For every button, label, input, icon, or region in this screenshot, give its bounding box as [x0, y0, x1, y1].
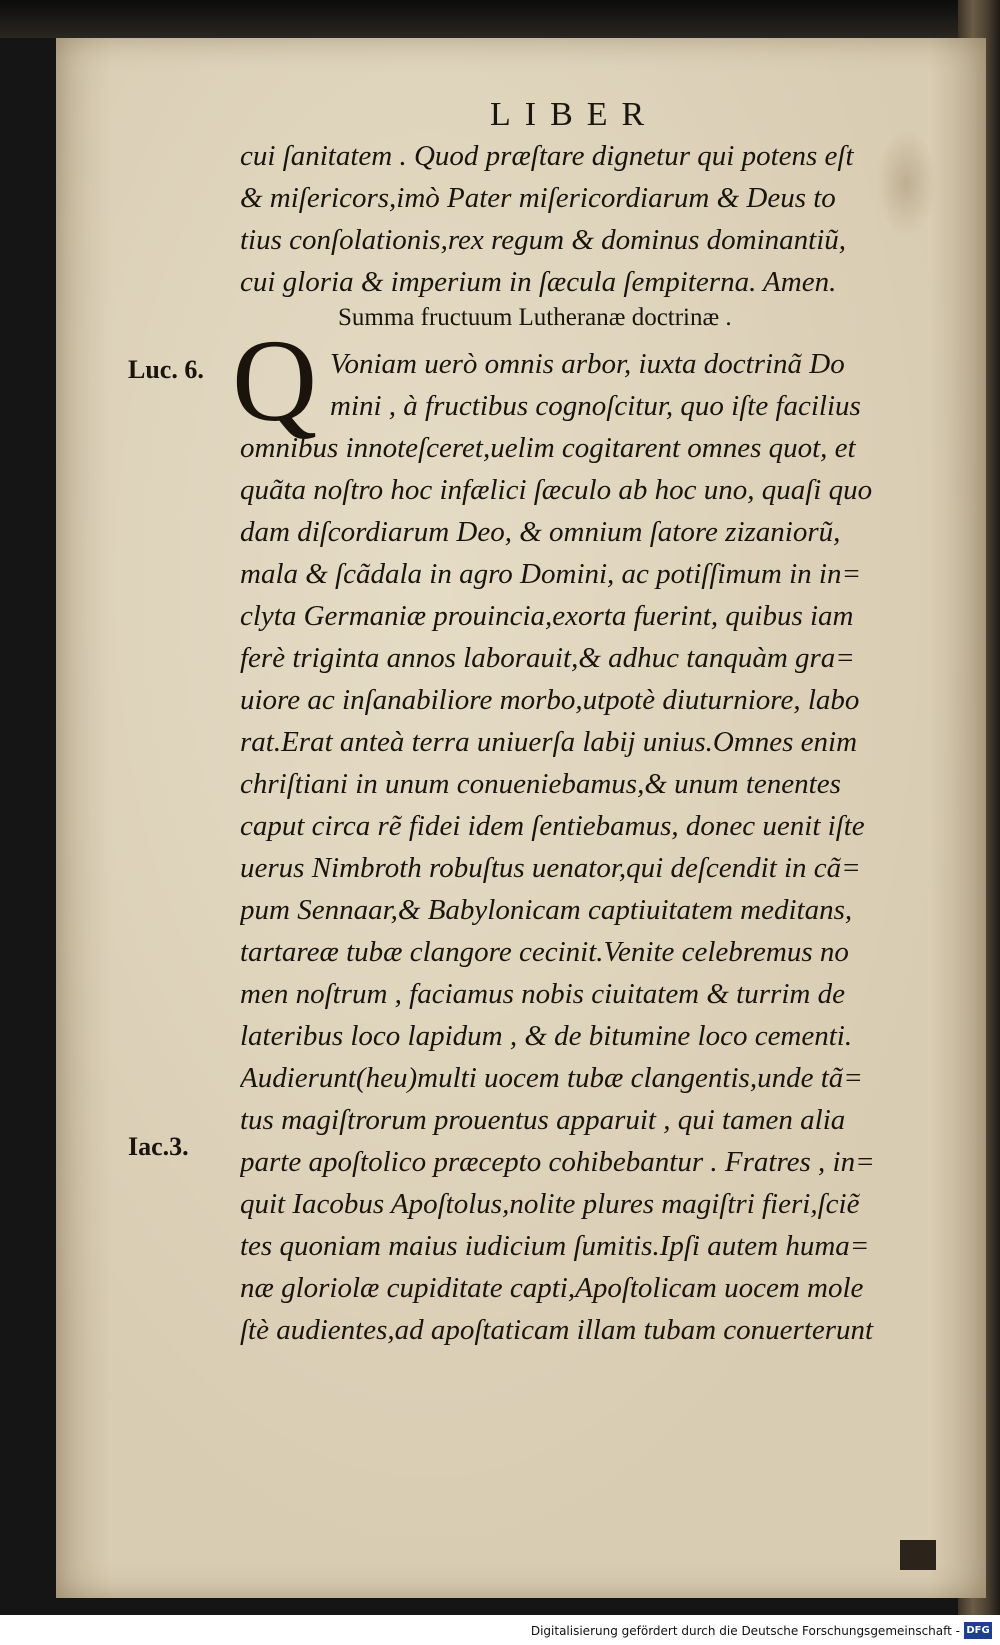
text-line: parte apoſtolico præcepto cohibebantur . Fratres , in=	[240, 1146, 875, 1178]
text-line: rat.Erat anteà terra uniuerſa labij unius.Omnes enim	[240, 726, 858, 758]
text-line: ſtè audientes,ad apoſtaticam illam tubam conuerterunt	[240, 1314, 874, 1346]
text-line: & miſericors,imò Pater miſericordiarum & Deus to	[240, 182, 836, 214]
text-line: quãta noſtro hoc infælici ſæculo ab hoc uno, quaſi quo	[240, 474, 873, 506]
section-title: Summa fructuum Lutheranæ doctrinæ .	[338, 304, 732, 331]
text-line: quit Iacobus Apoſtolus,nolite plures magiſtri fieri,ſciẽ	[240, 1188, 860, 1220]
scan-top-edge	[0, 0, 1000, 38]
margin-note-iac: Iac.3.	[128, 1132, 189, 1161]
text-line: chriſtiani in unum conueniebamus,& unum tenentes	[240, 768, 841, 800]
text-line: Voniam uerò omnis arbor, iuxta doctrinã Do	[330, 348, 845, 380]
text-line: uerus Nimbroth robuſtus uenator,qui deſcendit in cã=	[240, 852, 861, 884]
text-line: cui ſanitatem . Quod præſtare dignetur qui potens eſt	[240, 140, 854, 172]
drop-cap: Q	[232, 315, 318, 446]
text-line: lateribus loco lapidum , & de bitumine loco cementi.	[240, 1020, 853, 1052]
text-line: clyta Germaniæ prouincia,exorta fuerint, quibus iam	[240, 600, 854, 632]
text-line: tartareæ tubæ clangore cecinit.Venite celebremus no	[240, 936, 849, 968]
text-line: dam diſcordiarum Deo, & omnium ſatore zizaniorũ,	[240, 516, 841, 548]
text-line: ferè triginta annos laborauit,& adhuc tanquàm gra=	[240, 642, 855, 674]
text-line: omnibus innoteſceret,uelim cogitarent omnes quot, et	[240, 432, 856, 464]
footer-credit: Digitalisierung gefördert durch die Deutsche Forschungsgemeinschaft -	[530, 1624, 960, 1638]
page-edge-mark	[900, 1540, 936, 1570]
text-line: men noſtrum , faciamus nobis ciuitatem & turrim de	[240, 978, 845, 1010]
margin-note-luc: Luc. 6.	[128, 355, 204, 384]
text-line: pum Sennaar,& Babylonicam captiuitatem meditans,	[240, 894, 853, 926]
text-line: mala & ſcãdala in agro Domini, ac potiſſimum in in=	[240, 558, 862, 590]
footer-bar	[0, 1615, 1000, 1645]
dfg-logo[interactable]: DFG	[964, 1622, 992, 1639]
running-head: LIBER	[490, 96, 659, 133]
text-line: tes quoniam maius iudicium ſumitis.Ipſi autem huma=	[240, 1230, 870, 1262]
text-line: mini , à fructibus cognoſcitur, quo iſte facilius	[330, 390, 861, 422]
text-line: caput circa rẽ fidei idem ſentiebamus, donec uenit iſte	[240, 810, 865, 842]
text-line: tus magiſtrorum prouentus apparuit , qui tamen alia	[240, 1104, 846, 1136]
text-line: tius conſolationis,rex regum & dominus dominantiũ,	[240, 224, 847, 256]
text-line: cui gloria & imperium in ſæcula ſempiterna. Amen.	[240, 266, 837, 298]
text-line: næ gloriolæ cupiditate capti,Apoſtolicam uocem mole	[240, 1272, 864, 1304]
text-line: uiore ac inſanabiliore morbo,utpotè diuturniore, labo	[240, 684, 860, 716]
text-line: Audierunt(heu)multi uocem tubæ clangentis,unde tã=	[240, 1062, 863, 1094]
